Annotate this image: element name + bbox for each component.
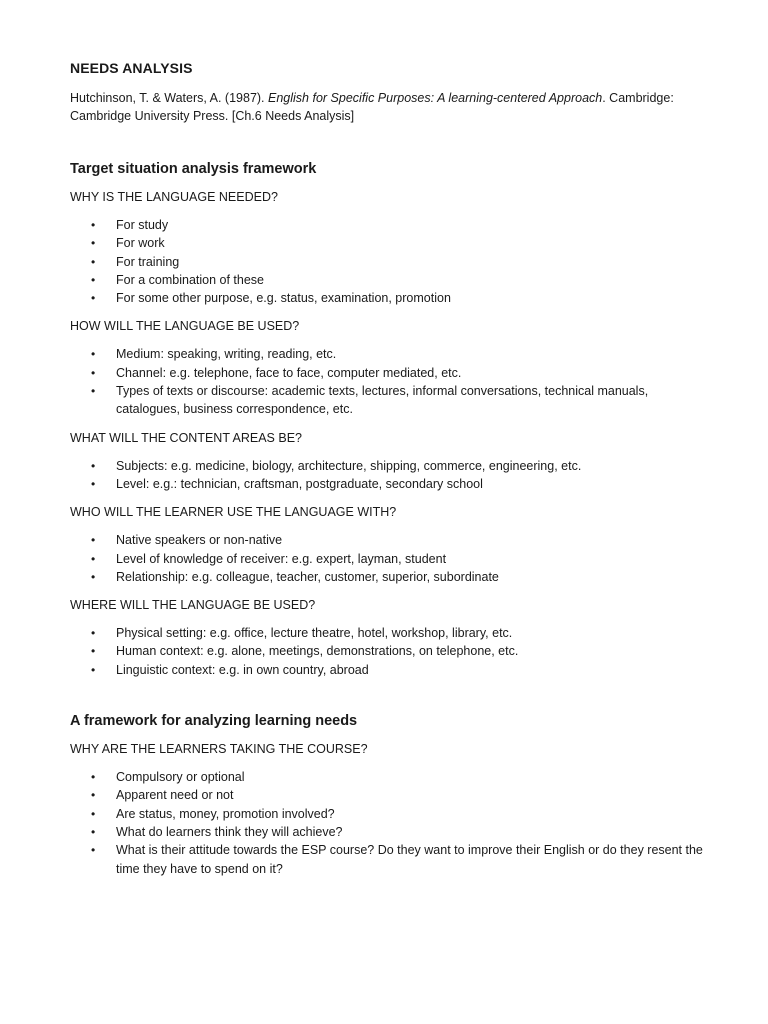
list-item-text: Apparent need or not <box>116 788 234 803</box>
list-item <box>70 642 710 660</box>
list-item <box>70 457 710 475</box>
bullet-icon: • <box>91 824 96 839</box>
question-heading: WHY IS THE LANGUAGE NEEDED? <box>70 190 278 204</box>
bullet-icon: • <box>91 626 96 641</box>
bullet-icon: • <box>91 365 96 380</box>
bullet-list <box>70 768 710 878</box>
list-item-text: Native speakers or non-native <box>116 533 283 548</box>
citation <box>70 89 710 125</box>
list-item <box>70 289 710 307</box>
list-item-text: Channel: e.g. telephone, face to face, computer mediated, etc. <box>116 365 462 380</box>
list-item-text: Medium: speaking, writing, reading, etc. <box>116 347 337 362</box>
bullet-icon: • <box>91 843 96 858</box>
list-item-text: For a combination of these <box>116 272 264 287</box>
list-item-text: Relationship: e.g. colleague, teacher, customer, superior, subordinate <box>116 569 499 584</box>
question-heading: WHERE WILL THE LANGUAGE BE USED? <box>70 598 316 613</box>
citation-book-title: English for Specific Purposes: A learning-centered Approach <box>268 91 603 105</box>
list-item <box>70 253 710 271</box>
list-item-text: Linguistic context: e.g. in own country, abroad <box>116 662 369 677</box>
list-item-text: Are status, money, promotion involved? <box>116 806 335 821</box>
list-item-text: For training <box>116 254 180 269</box>
question-heading: WHAT WILL THE CONTENT AREAS BE? <box>70 430 302 445</box>
list-item-text: Compulsory or optional <box>116 770 245 785</box>
citation-authors: Hutchinson, T. & Waters, A. (1987). <box>70 91 269 105</box>
bullet-icon: • <box>91 236 96 251</box>
list-item <box>70 216 710 234</box>
bullet-list <box>70 624 710 679</box>
question-heading: WHY ARE THE LEARNERS TAKING THE COURSE? <box>70 742 368 757</box>
list-item <box>70 823 710 841</box>
list-item <box>70 841 710 878</box>
bullet-icon: • <box>91 458 96 473</box>
list-item <box>70 786 710 804</box>
list-item <box>70 345 710 363</box>
list-item-text: Physical setting: e.g. office, lecture theatre, hotel, workshop, library, etc. <box>116 626 513 641</box>
list-item-text: Level of knowledge of receiver: e.g. expert, layman, student <box>116 551 447 566</box>
list-item <box>70 531 710 549</box>
list-item-text: What is their attitude towards the ESP course? Do they want to improve their English or do they resent the time they have to spend on it? <box>116 843 703 876</box>
bullet-list <box>70 457 710 494</box>
bullet-list <box>70 216 710 307</box>
bullet-list <box>70 345 710 418</box>
list-item-text: For study <box>116 218 169 232</box>
list-item <box>70 475 710 493</box>
list-item-text: Level: e.g.: technician, craftsman, postgraduate, secondary school <box>116 476 483 491</box>
list-item <box>70 661 710 679</box>
section-heading: Target situation analysis framework <box>70 161 317 177</box>
bullet-icon: • <box>91 384 96 399</box>
bullet-icon: • <box>91 476 96 491</box>
bullet-icon: • <box>91 218 96 232</box>
bullet-icon: • <box>91 291 96 306</box>
list-item <box>70 624 710 642</box>
section-groups <box>70 740 710 878</box>
list-item <box>70 382 710 419</box>
list-item <box>70 805 710 823</box>
question-heading: WHO WILL THE LEARNER USE THE LANGUAGE WITH? <box>70 505 397 520</box>
bullet-icon: • <box>91 788 96 803</box>
list-item-text: For some other purpose, e.g. status, examination, promotion <box>116 291 451 306</box>
bullet-icon: • <box>91 770 96 785</box>
section-spacer <box>70 689 710 713</box>
citation-publisher: . Cambridge: Cambridge University Press. [Ch.6 Needs Analysis] <box>70 91 674 123</box>
bullet-icon: • <box>91 806 96 821</box>
bullet-icon: • <box>91 569 96 584</box>
list-item-text: For work <box>116 236 165 251</box>
list-item <box>70 364 710 382</box>
section-groups <box>70 188 710 679</box>
bullet-icon: • <box>91 533 96 548</box>
list-item <box>70 234 710 252</box>
list-item-text: Human context: e.g. alone, meetings, demonstrations, on telephone, etc. <box>116 644 519 659</box>
bullet-icon: • <box>91 272 96 287</box>
document-page <box>70 60 710 888</box>
question-heading: HOW WILL THE LANGUAGE BE USED? <box>70 319 300 334</box>
bullet-icon: • <box>91 347 96 362</box>
section-target-situation <box>70 161 710 679</box>
bullet-icon: • <box>91 644 96 659</box>
list-item-text: What do learners think they will achieve? <box>116 824 343 839</box>
section-heading: A framework for analyzing learning needs <box>70 713 358 730</box>
list-item-text: Types of texts or discourse: academic texts, lectures, informal conversations, technical manuals, catalogues, business correspondence, etc. <box>116 384 649 417</box>
bullet-list <box>70 531 710 586</box>
section-learning-needs <box>70 713 710 878</box>
document-title: NEEDS ANALYSIS <box>70 60 193 76</box>
list-item <box>70 768 710 786</box>
bullet-icon: • <box>91 662 96 677</box>
list-item <box>70 550 710 568</box>
bullet-icon: • <box>91 254 96 269</box>
list-item <box>70 568 710 586</box>
list-item <box>70 271 710 289</box>
bullet-icon: • <box>91 551 96 566</box>
list-item-text: Subjects: e.g. medicine, biology, architecture, shipping, commerce, engineering, etc. <box>116 458 582 473</box>
